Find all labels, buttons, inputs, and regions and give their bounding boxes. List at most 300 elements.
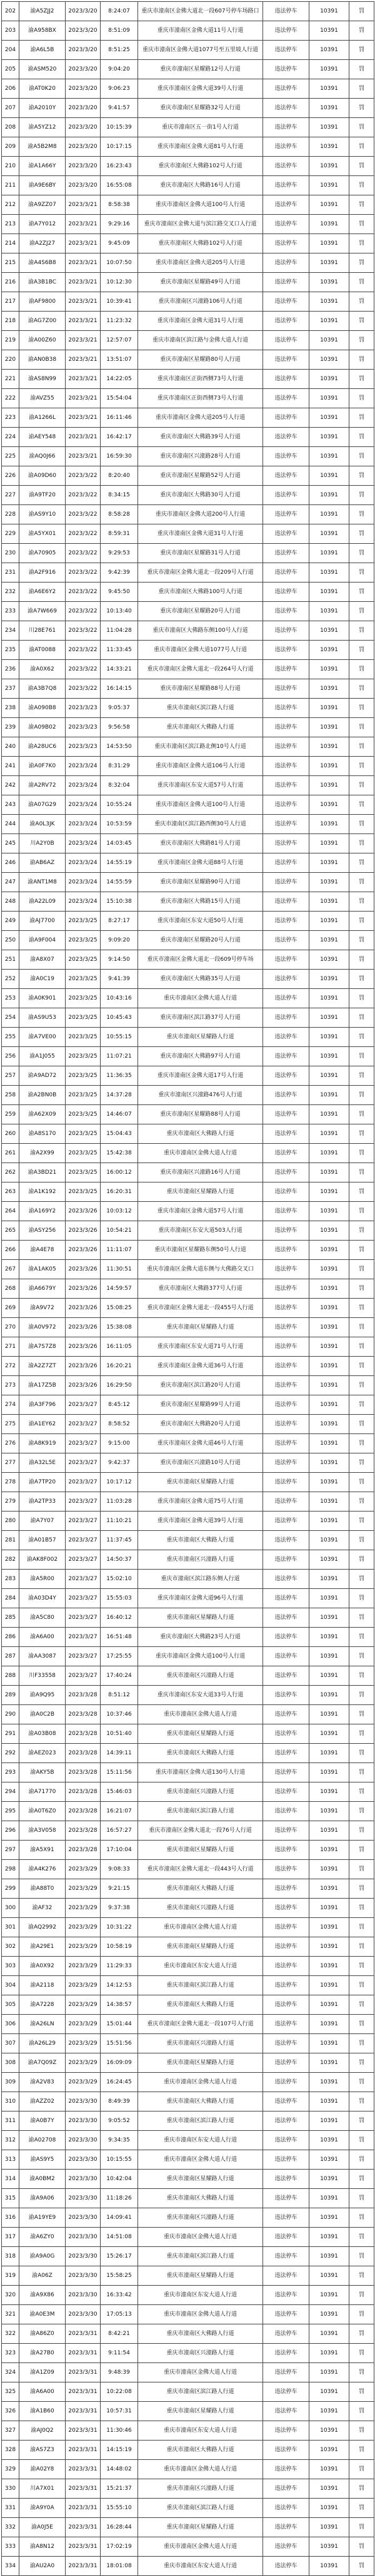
plate-number: 渝A4S6B8 (19, 253, 66, 273)
table-row (2, 776, 374, 795)
table-row (2, 1376, 374, 1395)
violation-action: 违法停车 (263, 2131, 309, 2150)
violation-action: 违法停车 (263, 1841, 309, 1860)
violation-action: 违法停车 (263, 544, 309, 563)
violation-date: 2023/3/21 (66, 370, 101, 389)
record-index: 261 (2, 1144, 19, 1163)
plate-number: 渝A5R00 (19, 1570, 66, 1589)
violation-date: 2023/3/25 (66, 1124, 101, 1144)
violation-time: 9:04:20 (101, 60, 138, 79)
plate-number: 渝A7TP20 (19, 1473, 66, 1492)
violation-code: 10391 (309, 2073, 349, 2092)
violation-location: 重庆市潼南区兴潼路人行道 (138, 2034, 263, 2053)
penalty-mark: 罚 (349, 815, 374, 834)
plate-number: 渝A1B60 (19, 2402, 66, 2421)
violation-action: 违法停车 (263, 2344, 309, 2363)
violation-code: 10391 (309, 1260, 349, 1279)
plate-number: 渝A02Y8 (19, 2460, 66, 2479)
penalty-mark: 罚 (349, 41, 374, 60)
table-row (2, 815, 374, 834)
record-index: 210 (2, 157, 19, 176)
violation-location: 重庆市潼南区星耀路东侧50号人行道 (138, 1241, 263, 1260)
violation-action: 违法停车 (263, 641, 309, 660)
penalty-mark: 罚 (349, 21, 374, 41)
violation-location: 重庆市潼南区星耀路人行道 (138, 2266, 263, 2286)
violation-date: 2023/3/21 (66, 389, 101, 408)
violation-date: 2023/3/29 (66, 1957, 101, 1976)
violation-date: 2023/3/21 (66, 253, 101, 273)
plate-number: 渝A7S7Z8 (19, 1337, 66, 1357)
violation-time: 16:11:46 (101, 408, 138, 428)
violation-date: 2023/3/31 (66, 2499, 101, 2518)
violation-code: 10391 (309, 1202, 349, 1221)
table-row (2, 1957, 374, 1976)
penalty-mark: 罚 (349, 912, 374, 931)
violation-location: 重庆市潼南区滨江路人行道 (138, 2247, 263, 2266)
violation-code: 10391 (309, 757, 349, 776)
violation-action: 违法停车 (263, 389, 309, 408)
violation-date: 2023/3/25 (66, 970, 101, 989)
violation-code: 10391 (309, 1415, 349, 1434)
plate-number: 渝AT0088 (19, 641, 66, 660)
violation-code: 10391 (309, 989, 349, 1008)
violation-code: 10391 (309, 1628, 349, 1647)
violation-date: 2023/3/20 (66, 60, 101, 79)
record-index: 267 (2, 1260, 19, 1279)
plate-number: 渝AB6AZ (19, 853, 66, 873)
record-index: 215 (2, 253, 19, 273)
violation-action: 违法停车 (263, 621, 309, 641)
violation-location: 重庆市潼南区星耀路人行道 (138, 1182, 263, 1202)
violation-location: 重庆市潼南区金佛大道31号人行道 (138, 524, 263, 544)
violation-date: 2023/3/25 (66, 1086, 101, 1105)
plate-number: 渝A958BX (19, 21, 66, 41)
violation-time: 10:42:04 (101, 2170, 138, 2189)
table-row (2, 1608, 374, 1628)
violation-code: 10391 (309, 1434, 349, 1453)
table-row (2, 699, 374, 718)
record-index: 280 (2, 1512, 19, 1531)
table-row (2, 1512, 374, 1531)
violation-date: 2023/3/23 (66, 699, 101, 718)
violation-code: 10391 (309, 312, 349, 331)
violation-location: 重庆市潼南区星耀路人行道 (138, 1841, 263, 1860)
table-row (2, 273, 374, 292)
violation-code: 10391 (309, 447, 349, 466)
penalty-mark: 罚 (349, 1570, 374, 1589)
violation-location: 重庆市潼南区滨江路人行道 (138, 2382, 263, 2402)
violation-time: 9:37:38 (101, 1899, 138, 1918)
plate-number: 渝A1Z09 (19, 2363, 66, 2382)
violation-location: 重庆市潼南区滨江路北侧10号人行道 (138, 737, 263, 757)
violation-date: 2023/3/22 (66, 679, 101, 699)
violation-location: 重庆市潼南区滨江路20号人行道 (138, 1376, 263, 1395)
violation-time: 16:57:27 (101, 1821, 138, 1841)
violation-time: 15:10:38 (101, 892, 138, 912)
violation-time: 10:55:24 (101, 795, 138, 815)
violation-code: 10391 (309, 1299, 349, 1318)
violation-code: 10391 (309, 641, 349, 660)
record-index: 206 (2, 79, 19, 99)
penalty-mark: 罚 (349, 1686, 374, 1705)
violation-time: 10:39:41 (101, 292, 138, 312)
record-index: 228 (2, 505, 19, 524)
violation-location: 重庆市潼南区大佛路102号人行道 (138, 157, 263, 176)
violation-date: 2023/3/24 (66, 834, 101, 853)
plate-number: 渝AS9Y5 (19, 2150, 66, 2170)
table-row (2, 2324, 374, 2344)
table-row (2, 544, 374, 563)
violation-time: 9:11:54 (101, 2344, 138, 2363)
table-row (2, 1105, 374, 1124)
violation-location: 重庆市潼南区东安大道人行道 (138, 1957, 263, 1976)
plate-number: 渝A0V972 (19, 1318, 66, 1337)
plate-number: 渝AA3087 (19, 1647, 66, 1666)
table-row (2, 2247, 374, 2266)
violation-code: 10391 (309, 815, 349, 834)
violation-date: 2023/3/30 (66, 2266, 101, 2286)
violation-action: 违法停车 (263, 2441, 309, 2460)
record-index: 263 (2, 1182, 19, 1202)
violation-code: 10391 (309, 1279, 349, 1299)
violation-code: 10391 (309, 931, 349, 950)
plate-number: 渝AJ0Q2 (19, 2421, 66, 2441)
violation-date: 2023/3/21 (66, 408, 101, 428)
record-index: 208 (2, 118, 19, 137)
violation-location: 重庆市潼南区兴潼路人行道 (138, 1666, 263, 1686)
plate-number: 渝AN0B38 (19, 350, 66, 370)
penalty-mark: 罚 (349, 2460, 374, 2479)
violation-location: 重庆市潼南区金佛大道205号人行道 (138, 408, 263, 428)
plate-number: 渝A1266L (19, 408, 66, 428)
violation-time: 8:51:09 (101, 21, 138, 41)
violation-date: 2023/3/27 (66, 1453, 101, 1473)
violation-records-table (1, 1, 374, 2576)
violation-code: 10391 (309, 1937, 349, 1957)
penalty-mark: 罚 (349, 524, 374, 544)
record-index: 312 (2, 2131, 19, 2150)
violation-time: 11:29:33 (101, 1957, 138, 1976)
record-index: 307 (2, 2034, 19, 2053)
violation-code: 10391 (309, 1221, 349, 1241)
violation-time: 15:38:08 (101, 1318, 138, 1337)
violation-date: 2023/3/29 (66, 1918, 101, 1937)
table-row (2, 1531, 374, 1550)
penalty-mark: 罚 (349, 1066, 374, 1086)
violation-code: 10391 (309, 331, 349, 350)
violation-code: 10391 (309, 2460, 349, 2479)
penalty-mark: 罚 (349, 447, 374, 466)
plate-number: 渝A26L29 (19, 2034, 66, 2053)
violation-time: 8:58:52 (101, 1415, 138, 1434)
table-row (2, 2441, 374, 2460)
violation-time: 8:45:12 (101, 1395, 138, 1415)
plate-number: 渝A62X09 (19, 1105, 66, 1124)
violation-action: 违法停车 (263, 892, 309, 912)
violation-action: 违法停车 (263, 312, 309, 331)
penalty-mark: 罚 (349, 176, 374, 195)
violation-action: 违法停车 (263, 2518, 309, 2537)
violation-date: 2023/3/28 (66, 1744, 101, 1763)
penalty-mark: 罚 (349, 2518, 374, 2537)
violation-action: 违法停车 (263, 466, 309, 486)
penalty-mark: 罚 (349, 2034, 374, 2053)
violation-location: 重庆市潼南区大佛路人行道 (138, 2092, 263, 2111)
penalty-mark: 罚 (349, 1279, 374, 1299)
violation-action: 违法停车 (263, 234, 309, 253)
penalty-mark: 罚 (349, 892, 374, 912)
violation-action: 违法停车 (263, 350, 309, 370)
violation-time: 9:05:37 (101, 699, 138, 718)
record-index: 229 (2, 524, 19, 544)
record-index: 292 (2, 1744, 19, 1763)
violation-code: 10391 (309, 2537, 349, 2557)
violation-date: 2023/3/22 (66, 660, 101, 679)
violation-time: 10:17:15 (101, 137, 138, 157)
violation-action: 违法停车 (263, 1202, 309, 1221)
record-index: 216 (2, 273, 19, 292)
record-index: 326 (2, 2402, 19, 2421)
violation-location: 重庆市潼南区大佛路15号人行道 (138, 892, 263, 912)
table-row (2, 737, 374, 757)
record-index: 214 (2, 234, 19, 253)
plate-number: 渝A70905 (19, 544, 66, 563)
violation-location: 重庆市潼南区星耀路人行道 (138, 1937, 263, 1957)
violation-action: 违法停车 (263, 2305, 309, 2324)
violation-date: 2023/3/25 (66, 1047, 101, 1066)
plate-number: 渝A19YE9 (19, 2208, 66, 2228)
violation-location: 重庆市潼南区大佛路人行道 (138, 2441, 263, 2460)
violation-time: 10:45:43 (101, 1008, 138, 1028)
table-row (2, 292, 374, 312)
penalty-mark: 罚 (349, 2189, 374, 2208)
record-index: 297 (2, 1841, 19, 1860)
record-index: 242 (2, 776, 19, 795)
record-index: 289 (2, 1686, 19, 1705)
violation-code: 10391 (309, 2324, 349, 2344)
penalty-mark: 罚 (349, 1105, 374, 1124)
violation-time: 16:59:30 (101, 447, 138, 466)
violation-location: 重庆市潼南区星耀路52号人行道 (138, 466, 263, 486)
violation-location: 重庆市潼南区大佛路23号人行道 (138, 1628, 263, 1647)
violation-time: 16:11:05 (101, 1337, 138, 1357)
plate-number: 渝AS7Z3 (19, 2441, 66, 2460)
record-index: 238 (2, 699, 19, 718)
violation-code: 10391 (309, 2208, 349, 2228)
plate-number: 渝AS9Y10 (19, 505, 66, 524)
plate-number: 渝A2RV72 (19, 776, 66, 795)
violation-date: 2023/3/22 (66, 524, 101, 544)
penalty-mark: 罚 (349, 1241, 374, 1260)
violation-date: 2023/3/22 (66, 621, 101, 641)
plate-number: 渝A3B7Q8 (19, 679, 66, 699)
record-index: 234 (2, 621, 19, 641)
violation-location: 重庆市潼南区星耀路99号人行道 (138, 1395, 263, 1415)
record-index: 227 (2, 486, 19, 505)
violation-location: 重庆市潼南区金佛大道1077号人行道 (138, 641, 263, 660)
table-row (2, 1628, 374, 1647)
penalty-mark: 罚 (349, 737, 374, 757)
penalty-mark: 罚 (349, 1395, 374, 1415)
violation-code: 10391 (309, 408, 349, 428)
violation-location: 重庆市潼南区大佛路100号人行道 (138, 583, 263, 602)
violation-code: 10391 (309, 1182, 349, 1202)
violation-location: 重庆市潼南区东安大道人行道 (138, 2557, 263, 2576)
violation-date: 2023/3/26 (66, 1221, 101, 1241)
violation-time: 14:39:11 (101, 1744, 138, 1763)
violation-action: 违法停车 (263, 1124, 309, 1144)
penalty-mark: 罚 (349, 2266, 374, 2286)
record-index: 329 (2, 2460, 19, 2479)
violation-location: 重庆市潼南区滨江路与金佛大道人行道 (138, 331, 263, 350)
plate-number: 渝AEY548 (19, 428, 66, 447)
records-body (2, 2, 374, 2576)
violation-location: 重庆市潼南区东安大道人行道 (138, 2131, 263, 2150)
record-index: 275 (2, 1415, 19, 1434)
table-row (2, 1318, 374, 1337)
violation-action: 违法停车 (263, 505, 309, 524)
violation-code: 10391 (309, 737, 349, 757)
penalty-mark: 罚 (349, 1976, 374, 1995)
plate-number: 渝A17Z5B (19, 1376, 66, 1395)
plate-number: 渝A8X07 (19, 950, 66, 970)
violation-action: 违法停车 (263, 2189, 309, 2208)
violation-location: 重庆市潼南区金佛大道39号人行道 (138, 1512, 263, 1531)
violation-location: 重庆市潼南区金佛大道人行道 (138, 2150, 263, 2170)
record-index: 296 (2, 1821, 19, 1841)
violation-time: 10:55:15 (101, 1028, 138, 1047)
violation-action: 违法停车 (263, 1860, 309, 1879)
record-index: 311 (2, 2111, 19, 2131)
penalty-mark: 罚 (349, 1821, 374, 1841)
table-row (2, 2479, 374, 2499)
violation-code: 10391 (309, 2382, 349, 2402)
violation-action: 违法停车 (263, 1879, 309, 1899)
penalty-mark: 罚 (349, 950, 374, 970)
violation-code: 10391 (309, 1879, 349, 1899)
penalty-mark: 罚 (349, 1937, 374, 1957)
violation-action: 违法停车 (263, 970, 309, 989)
violation-time: 9:41:57 (101, 99, 138, 118)
record-index: 259 (2, 1105, 19, 1124)
violation-location: 重庆市潼南区星耀路人行道 (138, 2518, 263, 2537)
violation-date: 2023/3/25 (66, 912, 101, 931)
violation-code: 10391 (309, 795, 349, 815)
violation-location: 重庆市潼南区金佛大道人行道 (138, 1144, 263, 1163)
table-row (2, 1686, 374, 1705)
violation-code: 10391 (309, 1744, 349, 1763)
plate-number: 渝A5B2M8 (19, 137, 66, 157)
violation-date: 2023/3/24 (66, 853, 101, 873)
violation-location: 重庆市潼南区东安大道57号人行道 (138, 776, 263, 795)
plate-number: 渝A0X92 (19, 1957, 66, 1976)
violation-action: 违法停车 (263, 660, 309, 679)
penalty-mark: 罚 (349, 505, 374, 524)
violation-code: 10391 (309, 1105, 349, 1124)
violation-code: 10391 (309, 1028, 349, 1047)
table-row (2, 1763, 374, 1782)
violation-action: 违法停车 (263, 1570, 309, 1589)
record-index: 237 (2, 679, 19, 699)
violation-date: 2023/3/21 (66, 447, 101, 466)
record-index: 273 (2, 1376, 19, 1395)
violation-code: 10391 (309, 1337, 349, 1357)
violation-action: 违法停车 (263, 2073, 309, 2092)
penalty-mark: 罚 (349, 2053, 374, 2073)
violation-action: 违法停车 (263, 2092, 309, 2111)
violation-code: 10391 (309, 892, 349, 912)
violation-time: 9:21:15 (101, 1879, 138, 1899)
table-row (2, 563, 374, 583)
penalty-mark: 罚 (349, 621, 374, 641)
violation-action: 违法停车 (263, 2, 309, 21)
record-index: 321 (2, 2305, 19, 2324)
violation-time: 13:51:07 (101, 350, 138, 370)
violation-action: 违法停车 (263, 1357, 309, 1376)
violation-location: 重庆市潼南区滨江路人行道 (138, 1802, 263, 1821)
table-row (2, 1802, 374, 1821)
violation-code: 10391 (309, 118, 349, 137)
violation-date: 2023/3/20 (66, 118, 101, 137)
record-index: 295 (2, 1802, 19, 1821)
violation-time: 15:21:37 (101, 2479, 138, 2499)
violation-time: 10:51:40 (101, 1724, 138, 1744)
violation-date: 2023/3/30 (66, 2286, 101, 2305)
plate-number: 渝A22L09 (19, 892, 66, 912)
table-row (2, 1260, 374, 1279)
record-index: 222 (2, 389, 19, 408)
table-row (2, 1008, 374, 1028)
penalty-mark: 罚 (349, 60, 374, 79)
plate-number: 渝A6L5B (19, 41, 66, 60)
plate-number: 渝A06Z (19, 2266, 66, 2286)
record-index: 246 (2, 853, 19, 873)
penalty-mark: 罚 (349, 873, 374, 892)
violation-code: 10391 (309, 970, 349, 989)
violation-location: 重庆市潼南区金佛大道106号人行道 (138, 757, 263, 776)
violation-location: 重庆市潼南区兴潼路人行道 (138, 1550, 263, 1570)
violation-location: 重庆市潼南区东安大道33号人行道 (138, 1686, 263, 1705)
plate-number: 渝A9F004 (19, 931, 66, 950)
table-row (2, 215, 374, 234)
violation-action: 违法停车 (263, 1686, 309, 1705)
plate-number: 渝A2118 (19, 1976, 66, 1995)
violation-time: 9:34:35 (101, 2131, 138, 2150)
violation-time: 15:55:03 (101, 1589, 138, 1608)
table-row (2, 1589, 374, 1608)
penalty-mark: 罚 (349, 544, 374, 563)
record-index: 308 (2, 2053, 19, 2073)
violation-date: 2023/3/30 (66, 2111, 101, 2131)
violation-action: 违法停车 (263, 1782, 309, 1802)
violation-action: 违法停车 (263, 1957, 309, 1976)
violation-time: 14:09:41 (101, 2208, 138, 2228)
plate-number: 渝A0X62 (19, 660, 66, 679)
violation-code: 10391 (309, 486, 349, 505)
table-row (2, 2499, 374, 2518)
violation-action: 违法停车 (263, 1144, 309, 1163)
violation-code: 10391 (309, 2189, 349, 2208)
violation-action: 违法停车 (263, 737, 309, 757)
violation-date: 2023/3/31 (66, 2518, 101, 2537)
violation-action: 违法停车 (263, 1279, 309, 1299)
plate-number: 渝A9TF20 (19, 486, 66, 505)
violation-action: 违法停车 (263, 1318, 309, 1337)
violation-code: 10391 (309, 1666, 349, 1686)
violation-location: 重庆市潼南区金佛大道200号人行道 (138, 505, 263, 524)
penalty-mark: 罚 (349, 2, 374, 21)
table-row (2, 2, 374, 21)
